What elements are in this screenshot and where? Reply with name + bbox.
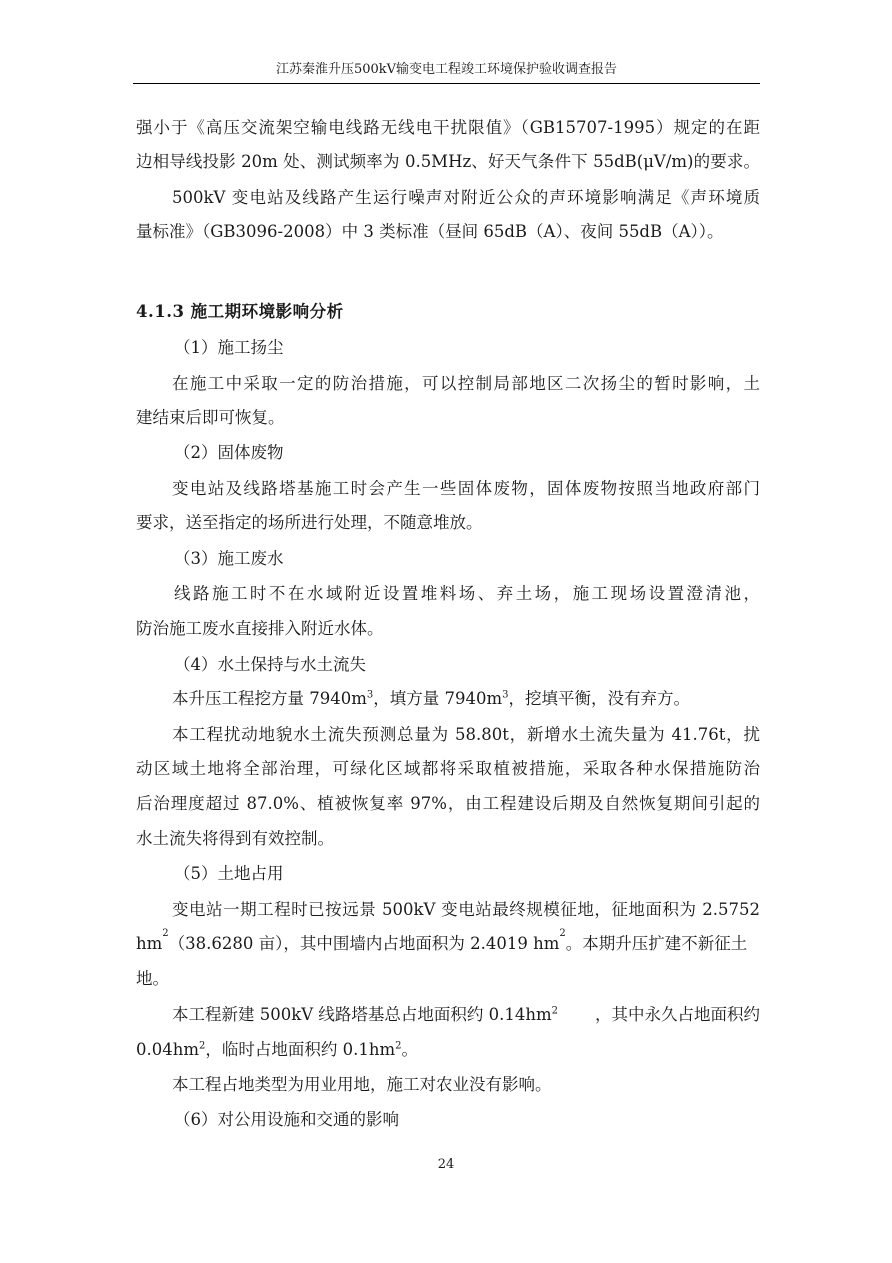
text-line: 建结束后即可恢复。 bbox=[136, 408, 285, 427]
superscript: 3 bbox=[502, 689, 509, 701]
text-line: 变电站及线路塔基施工时会产生一些固体废物，固体废物按照当地政府部门 bbox=[172, 479, 760, 498]
text-span: 本工程新建 500kV 线路塔基总占地面积约 0.14hm bbox=[172, 1005, 552, 1024]
text-line: 边相导线投影 20m 处、测试频率为 0.5MHz、好天气条件下 55dB(μV/m)的要求。 bbox=[136, 152, 760, 171]
subsection-heading: （1）施工扬尘 bbox=[174, 338, 284, 357]
superscript: 3 bbox=[366, 689, 374, 701]
text-span: ，挖填平衡，没有弃方。 bbox=[508, 689, 691, 708]
text-span: hm bbox=[136, 934, 163, 953]
subsection-heading: （6）对公用设施和交通的影响 bbox=[174, 1110, 399, 1129]
text-span: 。本期升压扩建不新征土 bbox=[565, 934, 748, 953]
running-header: 江苏秦淮升压500kV输变电工程竣工环境保护验收调查报告 bbox=[275, 62, 618, 77]
subsection-heading: （3）施工废水 bbox=[174, 549, 284, 568]
text-line bbox=[136, 928, 760, 954]
text-line: 量标准》（GB3096-2008）中 3 类标准（昼间 65dB（A）、夜间 55dB（A））。 bbox=[136, 222, 724, 241]
subsection-heading: （2）固体废物 bbox=[174, 443, 284, 462]
text-span: 。 bbox=[401, 1040, 419, 1059]
text-line: 动区域土地将全部治理，可绿化区域都将采取植被措施，采取各种水保措施防治 bbox=[136, 759, 760, 778]
text-line: 地。 bbox=[136, 969, 169, 988]
text-line: 在施工中采取一定的防治措施，可以控制局部地区二次扬尘的暂时影响，土 bbox=[172, 374, 760, 393]
text-span: 0.04hm bbox=[136, 1040, 200, 1059]
superscript: 2 bbox=[395, 1040, 402, 1052]
text-span: ，临时占地面积约 0.1hm bbox=[205, 1040, 396, 1059]
subsection-heading: （4）水土保持与水土流失 bbox=[174, 655, 366, 674]
header-rule bbox=[133, 83, 760, 84]
text-line: 500kV 变电站及线路产生运行噪声对附近公众的声环境影响满足《声环境质 bbox=[172, 188, 760, 207]
text-span: ，其中永久占地面积约 bbox=[595, 1005, 760, 1024]
text-span bbox=[172, 1005, 558, 1025]
text-line: 本工程扰动地貌水土流失预测总量为 58.80t，新增水土流失量为 41.76t，扰 bbox=[172, 725, 760, 744]
section-heading: 4.1.3 施工期环境影响分析 bbox=[136, 302, 344, 321]
text-span: ，填方量 7940m bbox=[373, 689, 503, 708]
text-line: 本工程占地类型为用业用地，施工对农业没有影响。 bbox=[172, 1075, 552, 1094]
text-line: 水土流失将得到有效控制。 bbox=[136, 829, 334, 848]
superscript: 2 bbox=[199, 1040, 206, 1052]
text-line: 防治施工废水直接排入附近水体。 bbox=[136, 619, 384, 638]
superscript: 2 bbox=[162, 928, 169, 939]
page-number: 24 bbox=[437, 1157, 455, 1172]
text-span: （38.6280 亩），其中围墙内占地面积为 2.4019 hm bbox=[168, 934, 560, 953]
text-line: 强小于《高压交流架空输电线路无线电干扰限值》（GB15707-1995）规定的在距 bbox=[136, 118, 760, 137]
text-line bbox=[172, 689, 690, 709]
subsection-heading: （5）土地占用 bbox=[174, 864, 284, 883]
superscript: 2 bbox=[551, 1005, 559, 1017]
text-line: 线路施工时不在水域附近设置堆料场、弃土场，施工现场设置澄清池， bbox=[174, 584, 760, 603]
superscript: 2 bbox=[559, 928, 566, 939]
text-line bbox=[172, 1005, 760, 1025]
text-line: 变电站一期工程时已按远景 500kV 变电站最终规模征地，征地面积为 2.5752 bbox=[172, 900, 760, 919]
text-line: 后治理度超过 87.0%、植被恢复率 97%，由工程建设后期及自然恢复期间引起的 bbox=[136, 794, 760, 813]
text-line bbox=[136, 1040, 418, 1060]
text-line: 要求，送至指定的场所进行处理，不随意堆放。 bbox=[136, 513, 483, 532]
text-span: 本升压工程挖方量 7940m bbox=[172, 689, 367, 708]
